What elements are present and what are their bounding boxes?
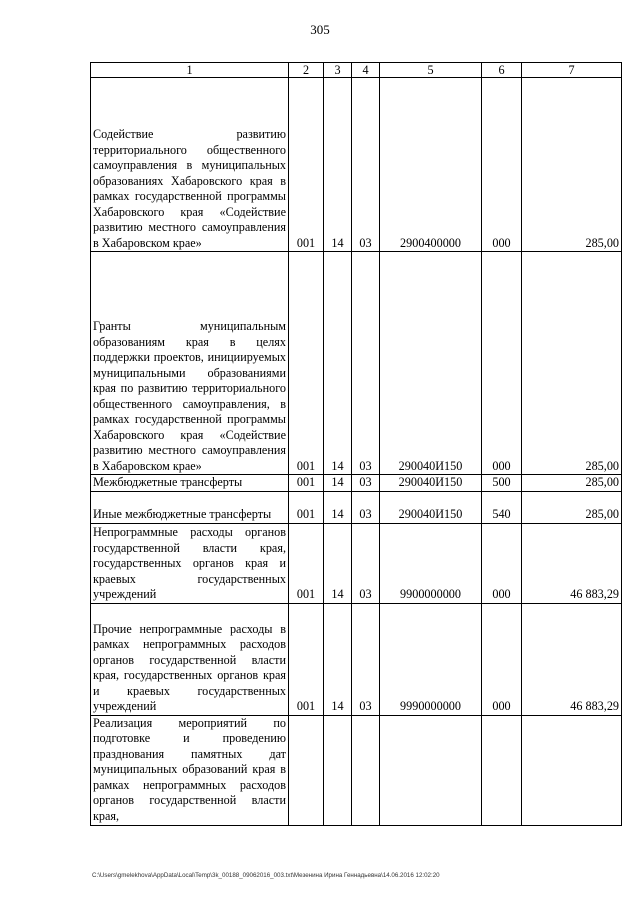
cell-col6 bbox=[482, 715, 522, 825]
cell-col2: 001 bbox=[289, 475, 324, 492]
cell-col6: 000 bbox=[482, 603, 522, 715]
row-description: Реализация мероприятий по подготовке и проведению празднования памятных дат муниципальных образований края в рамках непрограммных расходов органов государственной власти края, bbox=[91, 715, 289, 825]
header-cell: 6 bbox=[482, 63, 522, 78]
cell-col7: 285,00 bbox=[522, 252, 622, 475]
cell-col4 bbox=[352, 715, 380, 825]
page-number: 305 bbox=[310, 22, 330, 37]
budget-table bbox=[90, 62, 622, 826]
cell-col5 bbox=[380, 715, 482, 825]
cell-col4: 03 bbox=[352, 603, 380, 715]
table-row bbox=[91, 78, 622, 252]
cell-col5: 2900400000 bbox=[380, 78, 482, 252]
table-row bbox=[91, 252, 622, 475]
table-row bbox=[91, 523, 622, 603]
cell-col2: 001 bbox=[289, 252, 324, 475]
file-path-footer: C:\Users\gmelekhova\AppData\Local\Temp\3k_00188_09062016_003.txt\Мезенина Ирина Геннадьевна\14.06.2016 12:02:20 bbox=[92, 872, 440, 879]
header-cell: 4 bbox=[352, 63, 380, 78]
cell-col4: 03 bbox=[352, 523, 380, 603]
table-row bbox=[91, 603, 622, 715]
cell-col5: 290040И150 bbox=[380, 252, 482, 475]
table-row bbox=[91, 491, 622, 523]
row-description: Гранты муниципальным образованиям края в целях поддержки проектов, инициируемых муниципальными образованиями края по развитию территориального общественного самоуправления, в рамках государственной программы Хабаровского края «Содействие развитию местного самоуправления в Хабаровском крае» bbox=[91, 252, 289, 475]
cell-col6: 500 bbox=[482, 475, 522, 492]
header-cell: 3 bbox=[324, 63, 352, 78]
cell-col6: 540 bbox=[482, 491, 522, 523]
row-description: Содействие развитию территориального общественного самоуправления в муниципальных образованиях Хабаровского края в рамках государственной программы Хабаровского края «Содействие развитию местного самоуправления в Хабаровском крае» bbox=[91, 78, 289, 252]
row-description: Прочие непрограммные расходы в рамках непрограммных расходов органов государственной власти края, государственных органов края и краевых государственных учреждений bbox=[91, 603, 289, 715]
cell-col4: 03 bbox=[352, 475, 380, 492]
row-description: Непрограммные расходы органов государственной власти края, государственных органов края и краевых государственных учреждений bbox=[91, 523, 289, 603]
cell-col7: 285,00 bbox=[522, 78, 622, 252]
cell-col7 bbox=[522, 715, 622, 825]
cell-col3: 14 bbox=[324, 523, 352, 603]
cell-col4: 03 bbox=[352, 78, 380, 252]
table-row bbox=[91, 475, 622, 492]
header-cell: 1 bbox=[91, 63, 289, 78]
cell-col2: 001 bbox=[289, 603, 324, 715]
cell-col6: 000 bbox=[482, 523, 522, 603]
table-row bbox=[91, 715, 622, 825]
cell-col5: 290040И150 bbox=[380, 475, 482, 492]
cell-col7: 46 883,29 bbox=[522, 523, 622, 603]
cell-col2: 001 bbox=[289, 78, 324, 252]
table-header-row bbox=[91, 63, 622, 78]
header-cell: 5 bbox=[380, 63, 482, 78]
cell-col5: 290040И150 bbox=[380, 491, 482, 523]
cell-col5: 9900000000 bbox=[380, 523, 482, 603]
cell-col3: 14 bbox=[324, 78, 352, 252]
cell-col3 bbox=[324, 715, 352, 825]
cell-col7: 285,00 bbox=[522, 491, 622, 523]
header-cell: 2 bbox=[289, 63, 324, 78]
cell-col2: 001 bbox=[289, 523, 324, 603]
row-description: Иные межбюджетные трансферты bbox=[91, 491, 289, 523]
cell-col6: 000 bbox=[482, 78, 522, 252]
cell-col7: 285,00 bbox=[522, 475, 622, 492]
row-description: Межбюджетные трансферты bbox=[91, 475, 289, 492]
cell-col4: 03 bbox=[352, 491, 380, 523]
cell-col7: 46 883,29 bbox=[522, 603, 622, 715]
cell-col2 bbox=[289, 715, 324, 825]
cell-col3: 14 bbox=[324, 603, 352, 715]
cell-col3: 14 bbox=[324, 475, 352, 492]
cell-col6: 000 bbox=[482, 252, 522, 475]
cell-col2: 001 bbox=[289, 491, 324, 523]
cell-col3: 14 bbox=[324, 491, 352, 523]
cell-col5: 9990000000 bbox=[380, 603, 482, 715]
cell-col4: 03 bbox=[352, 252, 380, 475]
header-cell: 7 bbox=[522, 63, 622, 78]
cell-col3: 14 bbox=[324, 252, 352, 475]
